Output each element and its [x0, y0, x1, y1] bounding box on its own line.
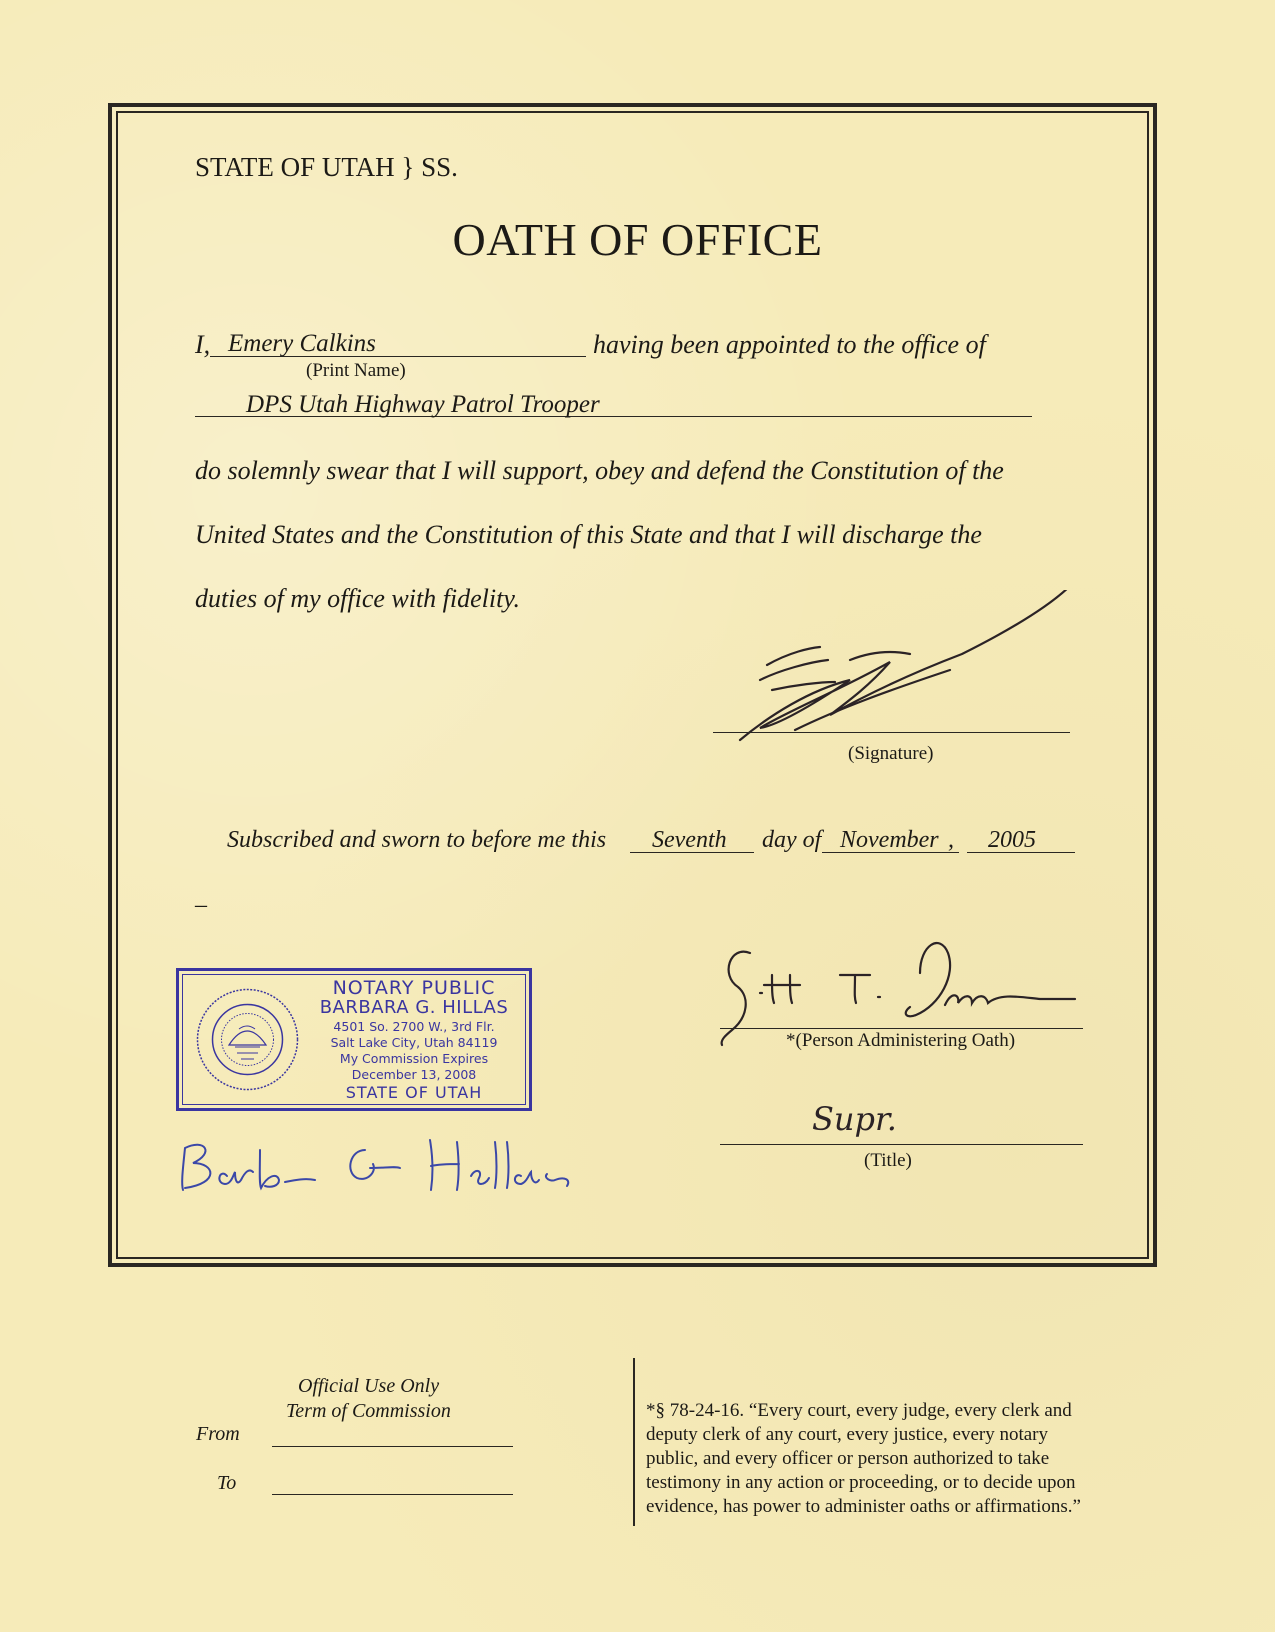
administrator-title-handwritten: Supr. — [812, 1100, 897, 1138]
date-comma: , — [948, 827, 954, 853]
stamp-line-state: STATE OF UTAH — [345, 1083, 483, 1102]
document-title: OATH OF OFFICE — [452, 214, 823, 265]
sworn-year: 2005 — [988, 827, 1036, 853]
from-line — [272, 1446, 513, 1447]
statute-line-2: deputy clerk of any court, every justice, every notary — [646, 1424, 1049, 1445]
notary-signature — [175, 1128, 615, 1198]
appointee-signature — [700, 590, 1080, 750]
state-seal-icon — [195, 987, 300, 1092]
stamp-line-notary-public: NOTARY PUBLIC — [332, 977, 496, 999]
to-line — [272, 1494, 513, 1495]
title-line — [720, 1144, 1083, 1145]
stamp-line-notary-name: BARBARA G. HILLAS — [319, 997, 509, 1018]
official-use-heading: Official Use Only — [298, 1375, 440, 1397]
appointee-prefix: I, — [195, 330, 211, 359]
to-label: To — [217, 1472, 237, 1494]
appointee-name: Emery Calkins — [228, 330, 376, 357]
from-label: From — [196, 1423, 240, 1445]
statute-line-5: evidence, has power to administer oaths or affirmations.” — [646, 1496, 1081, 1517]
administrator-label: *(Person Administering Oath) — [786, 1030, 1016, 1051]
oath-line-1: do solemnly swear that I will support, obey and defend the Constitution of the — [195, 456, 1004, 485]
term-of-commission-heading: Term of Commission — [286, 1400, 451, 1422]
office-title: DPS Utah Highway Patrol Trooper — [246, 391, 600, 418]
appointed-text: having been appointed to the office of — [593, 330, 986, 359]
statute-line-1: *§ 78-24-16. “Every court, every judge, every clerk and — [646, 1400, 1072, 1421]
day-of-text: day of — [762, 827, 822, 853]
stray-dash: – — [195, 892, 207, 918]
signature-line — [713, 732, 1070, 733]
notary-stamp — [176, 968, 532, 1111]
stamp-line-address: 4501 So. 2700 W., 3rd Flr. — [333, 1019, 495, 1034]
statute-line-3: public, and every officer or person authorized to take — [646, 1448, 1050, 1469]
statute-line-4: testimony in any action or proceeding, or to decide upon — [646, 1472, 1076, 1493]
administrator-signature-line — [720, 1028, 1083, 1029]
stamp-line-commission: My Commission Expires — [339, 1051, 489, 1066]
sworn-text: Subscribed and sworn to before me this — [227, 827, 607, 853]
stamp-line-expiry: December 13, 2008 — [351, 1067, 477, 1082]
stamp-line-city: Salt Lake City, Utah 84119 — [330, 1035, 498, 1050]
state-venue-line: STATE OF UTAH } SS. — [195, 152, 458, 182]
title-label: (Title) — [864, 1150, 912, 1171]
oath-line-2: United States and the Constitution of this State and that I will discharge the — [195, 520, 982, 549]
sworn-day: Seventh — [652, 827, 727, 853]
print-name-label: (Print Name) — [306, 360, 406, 381]
sworn-month: November — [840, 827, 939, 853]
signature-label: (Signature) — [848, 743, 934, 764]
oath-line-3: duties of my office with fidelity. — [195, 584, 520, 613]
section-divider — [633, 1358, 635, 1526]
